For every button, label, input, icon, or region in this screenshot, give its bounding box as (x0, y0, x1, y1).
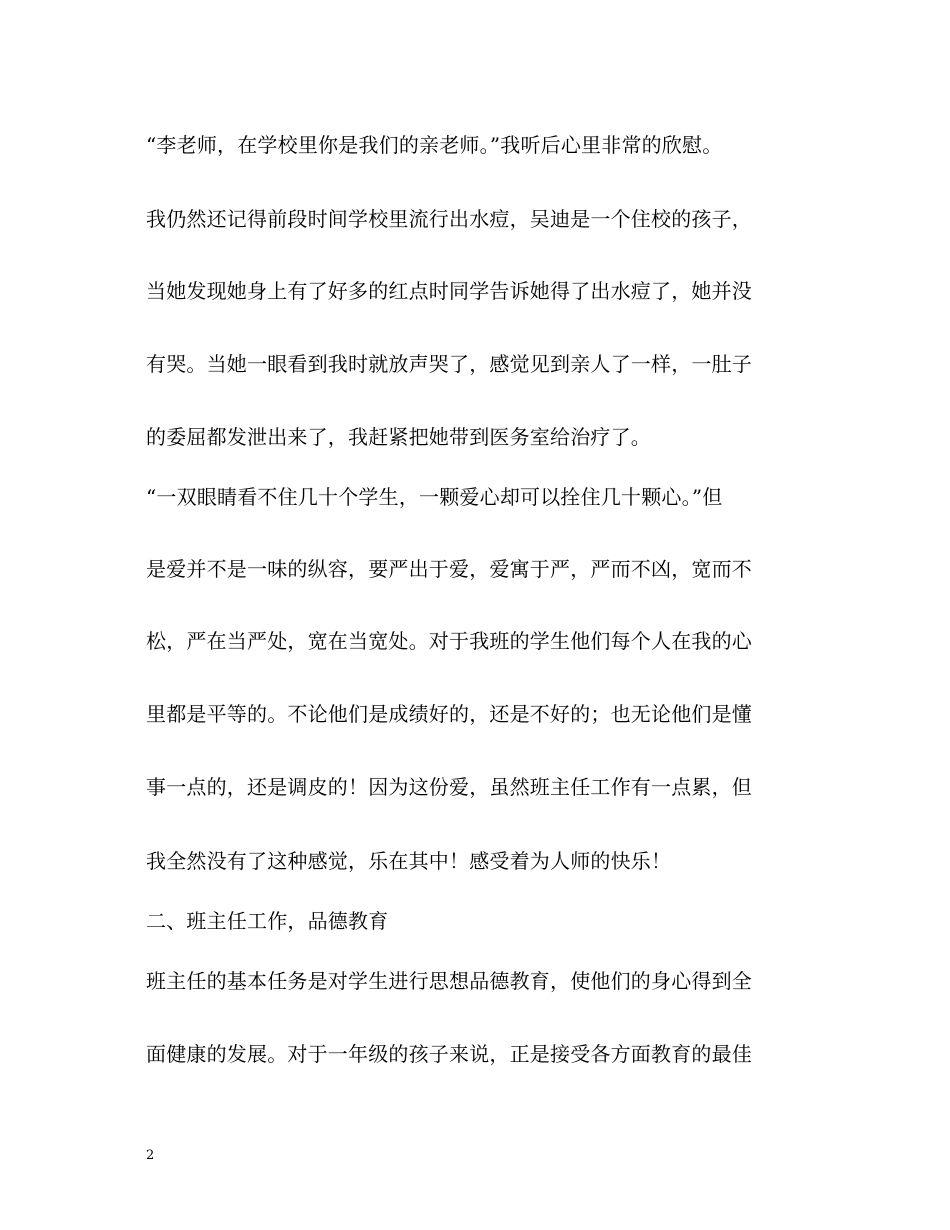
text-line: 我仍然还记得前段时间学校里流行出水痘，吴迪是一个住校的孩子， (146, 207, 752, 231)
text-line: 有哭。当她一眼看到我时就放声哭了，感觉见到亲人了一样，一肚子 (146, 352, 752, 376)
text-line: 当她发现她身上有了好多的红点时同学告诉她得了出水痘了，她并没 (146, 279, 752, 303)
text-line: 班主任的基本任务是对学生进行思想品德教育，使他们的身心得到全 (146, 969, 752, 993)
text-line: 里都是平等的。不论他们是成绩好的，还是不好的；也无论他们是懂 (146, 702, 752, 726)
text-line: “一双眼睛看不住几十个学生，一颗爱心却可以拴住几十颗心。”但 (146, 485, 723, 509)
text-line: 松，严在当严处，宽在当宽处。对于我班的学生他们每个人在我的心 (146, 629, 752, 653)
text-line: “李老师，在学校里你是我们的亲老师。”我听后心里非常的欣慰。 (146, 133, 723, 157)
text-line: 事一点的，还是调皮的！因为这份爱，虽然班主任工作有一点累，但 (146, 775, 752, 799)
section-heading: 二、班主任工作，品德教育 (146, 909, 389, 933)
text-line: 的委屈都发泄出来了，我赶紧把她带到医务室给治疗了。 (146, 425, 651, 449)
text-line: 我全然没有了这种感觉，乐在其中！感受着为人师的快乐！ (146, 849, 672, 873)
page-number: 2 (146, 1148, 155, 1163)
text-line: 面健康的发展。对于一年级的孩子来说，正是接受各方面教育的最佳 (146, 1042, 752, 1066)
text-line: 是爱并不是一味的纵容，要严出于爱，爱寓于严，严而不凶，宽而不 (146, 557, 752, 581)
